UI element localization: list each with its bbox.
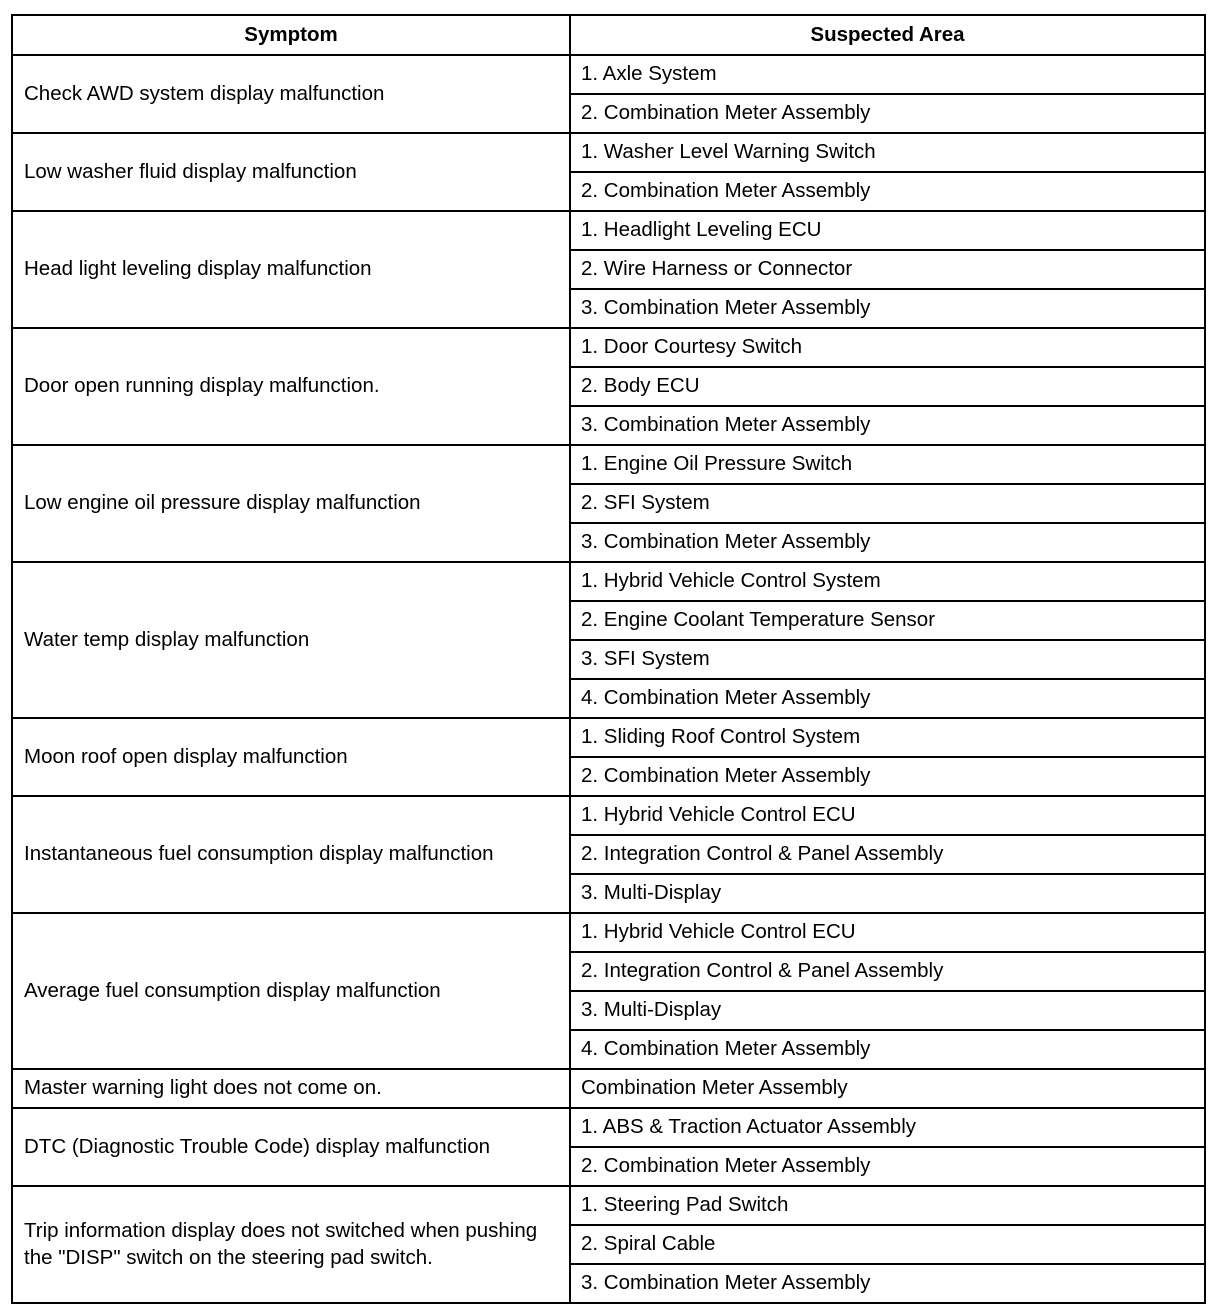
- suspected-area-cell: 1. Axle System: [570, 55, 1205, 94]
- suspected-area-cell: 1. Hybrid Vehicle Control ECU: [570, 913, 1205, 952]
- suspected-area-cell: 1. Engine Oil Pressure Switch: [570, 445, 1205, 484]
- symptom-cell: Water temp display malfunction: [12, 562, 570, 718]
- symptom-cell: Door open running display malfunction.: [12, 328, 570, 445]
- table-row: [12, 796, 1205, 835]
- suspected-area-cell: 1. Sliding Roof Control System: [570, 718, 1205, 757]
- table-row: [12, 1186, 1205, 1225]
- suspected-area-cell: 3. Multi-Display: [570, 874, 1205, 913]
- suspected-area-cell: 1. Door Courtesy Switch: [570, 328, 1205, 367]
- symptom-cell: Instantaneous fuel consumption display malfunction: [12, 796, 570, 913]
- suspected-area-cell: 2. Combination Meter Assembly: [570, 1147, 1205, 1186]
- symptom-header: Symptom: [12, 15, 570, 55]
- table-body: [12, 55, 1205, 1303]
- symptom-cell: Moon roof open display malfunction: [12, 718, 570, 796]
- symptom-cell: Check AWD system display malfunction: [12, 55, 570, 133]
- suspected-area-cell: 3. Combination Meter Assembly: [570, 289, 1205, 328]
- suspected-area-cell: Combination Meter Assembly: [570, 1069, 1205, 1108]
- suspected-area-cell: 2. Spiral Cable: [570, 1225, 1205, 1264]
- symptom-cell: Average fuel consumption display malfunction: [12, 913, 570, 1069]
- suspected-area-cell: 2. SFI System: [570, 484, 1205, 523]
- symptom-cell: DTC (Diagnostic Trouble Code) display malfunction: [12, 1108, 570, 1186]
- table-row: [12, 55, 1205, 94]
- table-row: [12, 913, 1205, 952]
- table-row: [12, 133, 1205, 172]
- suspected-area-cell: 2. Body ECU: [570, 367, 1205, 406]
- suspected-area-cell: 1. Hybrid Vehicle Control System: [570, 562, 1205, 601]
- symptom-cell: Master warning light does not come on.: [12, 1069, 570, 1108]
- symptom-cell: Low washer fluid display malfunction: [12, 133, 570, 211]
- suspected-area-cell: 3. Combination Meter Assembly: [570, 523, 1205, 562]
- suspected-area-cell: 2. Integration Control & Panel Assembly: [570, 835, 1205, 874]
- table-row: [12, 211, 1205, 250]
- suspected-area-cell: 2. Combination Meter Assembly: [570, 757, 1205, 796]
- table-row: [12, 1108, 1205, 1147]
- suspected-area-cell: 1. ABS & Traction Actuator Assembly: [570, 1108, 1205, 1147]
- symptom-cell: Head light leveling display malfunction: [12, 211, 570, 328]
- table-header: [12, 15, 1205, 55]
- suspected-area-cell: 3. SFI System: [570, 640, 1205, 679]
- suspected-area-cell: 1. Hybrid Vehicle Control ECU: [570, 796, 1205, 835]
- header-row: [12, 15, 1205, 55]
- suspected-area-cell: 1. Washer Level Warning Switch: [570, 133, 1205, 172]
- table-row: [12, 1069, 1205, 1108]
- suspected-area-cell: 3. Multi-Display: [570, 991, 1205, 1030]
- suspected-area-cell: 2. Combination Meter Assembly: [570, 94, 1205, 133]
- suspected-area-cell: 1. Steering Pad Switch: [570, 1186, 1205, 1225]
- suspected-area-cell: 2. Engine Coolant Temperature Sensor: [570, 601, 1205, 640]
- suspected-area-header: Suspected Area: [570, 15, 1205, 55]
- symptom-cell: Trip information display does not switched when pushing the "DISP" switch on the steering pad switch.: [12, 1186, 570, 1303]
- suspected-area-cell: 4. Combination Meter Assembly: [570, 679, 1205, 718]
- suspected-area-cell: 3. Combination Meter Assembly: [570, 1264, 1205, 1303]
- suspected-area-cell: 4. Combination Meter Assembly: [570, 1030, 1205, 1069]
- suspected-area-cell: 3. Combination Meter Assembly: [570, 406, 1205, 445]
- suspected-area-cell: 2. Wire Harness or Connector: [570, 250, 1205, 289]
- suspected-area-cell: 1. Headlight Leveling ECU: [570, 211, 1205, 250]
- symptom-cell: Low engine oil pressure display malfunction: [12, 445, 570, 562]
- suspected-area-cell: 2. Integration Control & Panel Assembly: [570, 952, 1205, 991]
- table-row: [12, 328, 1205, 367]
- symptom-table: [11, 14, 1206, 1304]
- table-row: [12, 445, 1205, 484]
- table-row: [12, 562, 1205, 601]
- table-row: [12, 718, 1205, 757]
- suspected-area-cell: 2. Combination Meter Assembly: [570, 172, 1205, 211]
